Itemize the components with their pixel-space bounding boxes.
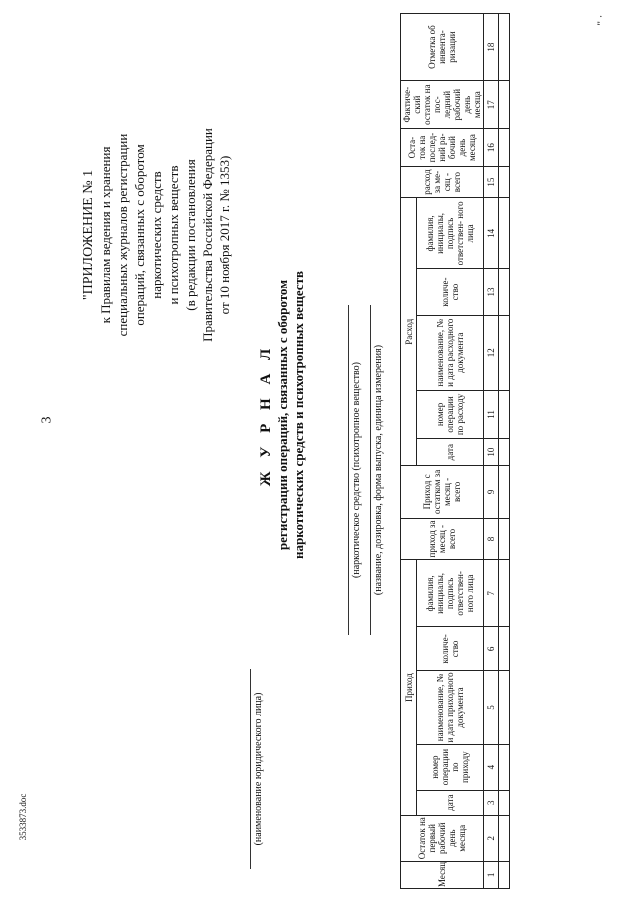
header-expense-total: расход за ме- сяц - всего	[401, 166, 484, 197]
column-number: 2	[484, 815, 499, 861]
header-expense-qty: количе- ство	[417, 269, 484, 315]
registration-table	[400, 13, 510, 889]
header-expense: Расход	[401, 198, 417, 466]
empty-cell	[499, 315, 510, 390]
empty-entry-row	[499, 14, 510, 889]
table-header-row	[401, 14, 417, 889]
substance-caption: (наркотическое средство (психотропное вещество)	[348, 305, 362, 635]
column-number: 6	[484, 627, 499, 671]
column-number-row	[484, 14, 499, 889]
header-income-total: приход за месяц - всего	[401, 518, 484, 560]
empty-cell	[499, 390, 510, 438]
appendix-line: наркотических средств	[149, 171, 164, 299]
header-income-qty: количе- ство	[417, 627, 484, 671]
empty-cell	[499, 560, 510, 627]
appendix-line: (в редакции постановления	[183, 159, 198, 311]
empty-cell	[499, 861, 510, 888]
column-number: 4	[484, 744, 499, 790]
journal-subtitle-line: наркотических средств и психотропных веществ	[291, 271, 306, 559]
empty-cell	[499, 744, 510, 790]
header-income-date: дата	[417, 790, 484, 815]
empty-cell	[499, 671, 510, 744]
appendix-line: специальных журналов регистрации	[115, 133, 130, 337]
document-id: 3533873.doc	[18, 793, 28, 841]
journal-heading	[258, 225, 307, 605]
header-actual-balance: Фактиче- ский остаток на пос- ледний рабочий день месяца	[401, 81, 484, 129]
header-balance-end: Оста- ток на послед- ний ра- бочий день месяца	[401, 129, 484, 167]
column-number: 18	[484, 14, 499, 81]
column-number: 1	[484, 861, 499, 888]
appendix-title: "ПРИЛОЖЕНИЕ № 1	[81, 169, 96, 301]
appendix-line: и психотропных веществ	[166, 165, 181, 305]
column-number: 7	[484, 560, 499, 627]
journal-title: Ж У Р Н А Л	[258, 343, 274, 487]
appendix-block	[80, 85, 233, 385]
empty-cell	[499, 790, 510, 815]
header-income-person: фамилия, инициалы, подпись ответствен- ного лица	[417, 560, 484, 627]
header-income-doc: наименование, № и дата приходного документа	[417, 671, 484, 744]
empty-cell	[499, 129, 510, 167]
column-number: 3	[484, 790, 499, 815]
empty-cell	[499, 81, 510, 129]
column-number: 5	[484, 671, 499, 744]
appendix-line: от 10 ноября 2017 г. № 1353)	[217, 155, 232, 315]
header-expense-doc: наименование, № и дата расходного документа	[417, 315, 484, 390]
header-income-op: номер операции по приходу	[417, 744, 484, 790]
empty-cell	[499, 166, 510, 197]
column-number: 12	[484, 315, 499, 390]
legal-entity-caption: (наименование юридического лица)	[250, 669, 264, 869]
empty-cell	[499, 198, 510, 269]
empty-cell	[499, 466, 510, 518]
header-expense-op: номер операции по расходу	[417, 390, 484, 438]
empty-cell	[499, 269, 510, 315]
column-number: 17	[484, 81, 499, 129]
column-number: 14	[484, 198, 499, 269]
header-income-with-balance: Приход с остатком за месяц - всего	[401, 466, 484, 518]
column-number: 11	[484, 390, 499, 438]
empty-cell	[499, 627, 510, 671]
empty-cell	[499, 815, 510, 861]
corner-mark: " ·	[595, 14, 608, 26]
empty-cell	[499, 518, 510, 560]
header-month: Месяц	[401, 861, 484, 888]
form-caption: (название, дозировка, форма выпуска, единица измерения)	[370, 305, 384, 635]
appendix-line: Правительства Российской Федерации	[200, 128, 215, 342]
column-number: 16	[484, 129, 499, 167]
appendix-line: к Правилам ведения и хранения	[98, 146, 113, 324]
column-number: 9	[484, 466, 499, 518]
header-inventory: Отметка об инвента- ризации	[401, 14, 484, 81]
empty-cell	[499, 439, 510, 466]
header-expense-date: дата	[417, 439, 484, 466]
journal-subtitle-line: регистрации операций, связанных с оборотом	[275, 279, 290, 551]
column-number: 8	[484, 518, 499, 560]
appendix-line: операций, связанных с оборотом	[132, 144, 147, 326]
header-income: Приход	[401, 560, 417, 815]
column-number: 13	[484, 269, 499, 315]
column-number: 10	[484, 439, 499, 466]
column-number: 15	[484, 166, 499, 197]
header-expense-person: фамилия, инициалы, подпись ответствен- ного лица	[417, 198, 484, 269]
empty-cell	[499, 14, 510, 81]
page-number: 3	[39, 416, 55, 424]
header-balance-start: Остаток на первый рабочий день месяца	[401, 815, 484, 861]
